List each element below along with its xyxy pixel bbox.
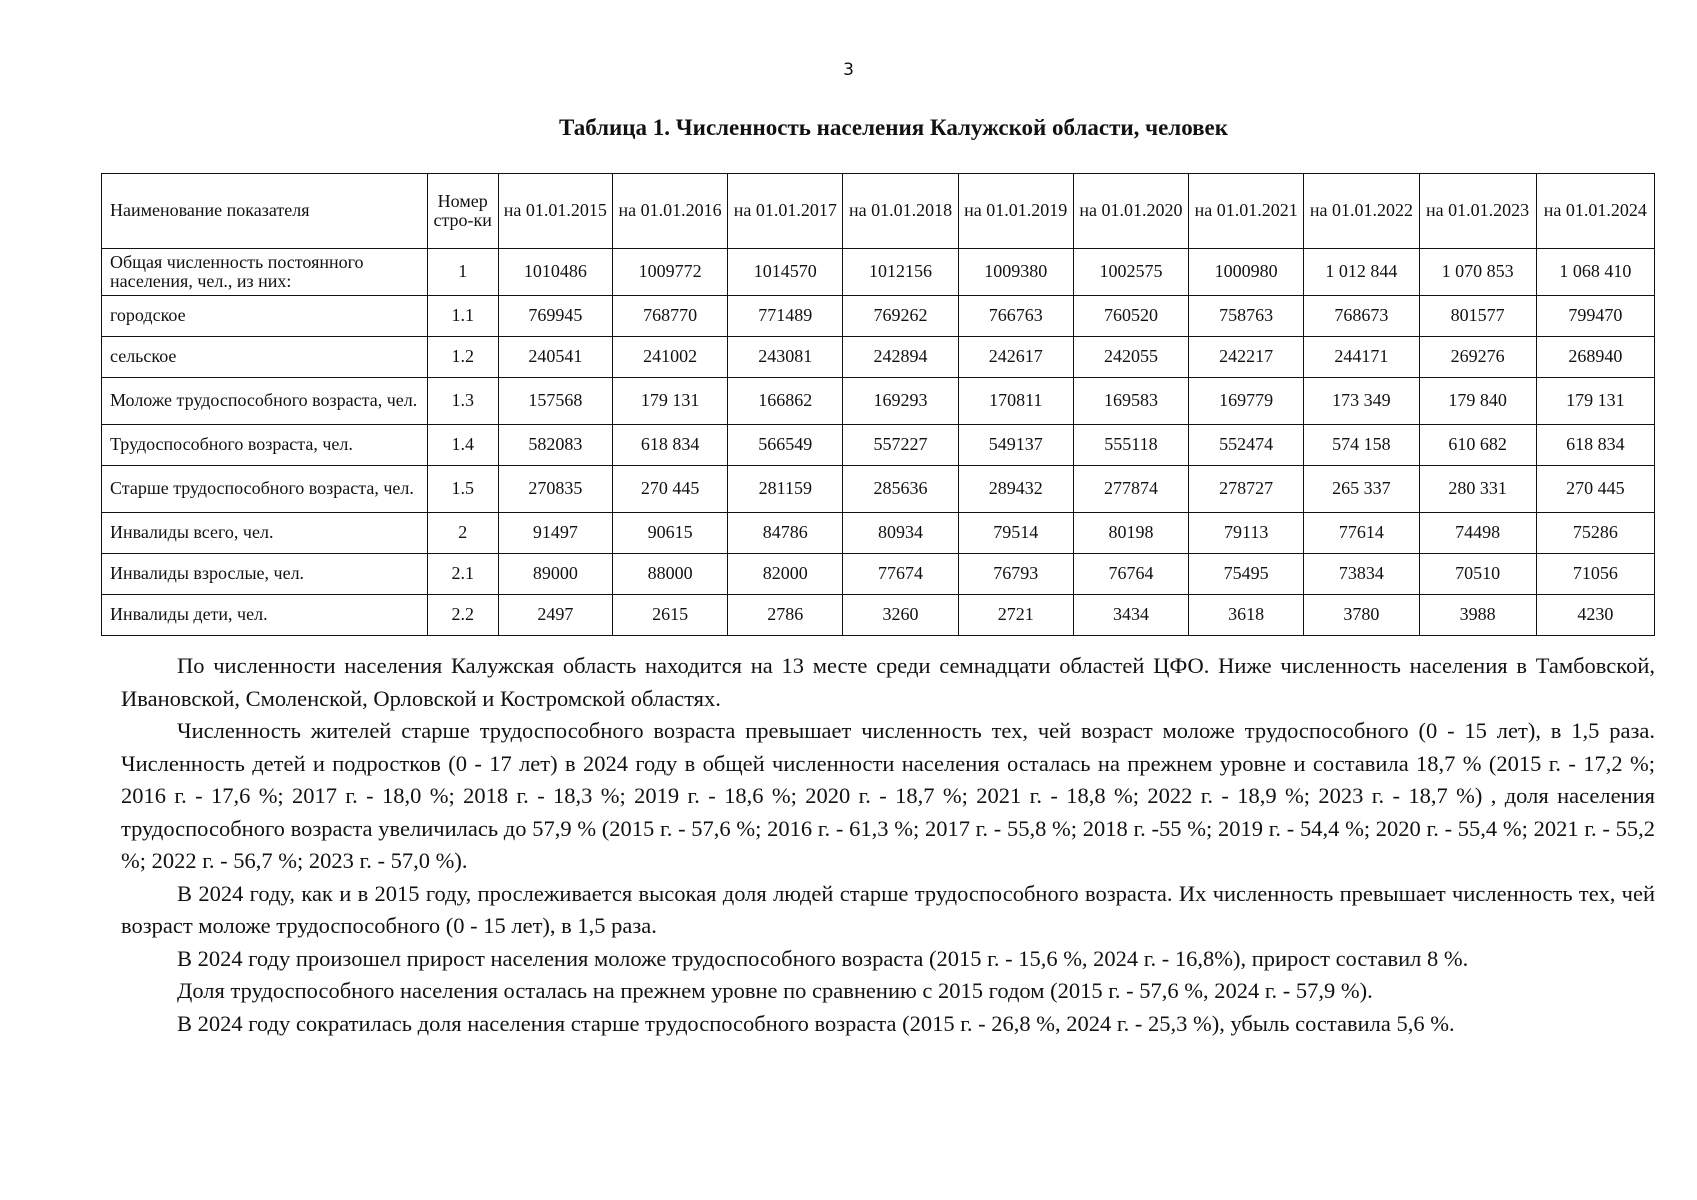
table-cell: 760520 <box>1073 296 1188 337</box>
table-cell: 3434 <box>1073 595 1188 636</box>
header-cell: на 01.01.2016 <box>612 174 727 249</box>
table-cell: 281159 <box>728 466 843 513</box>
row-number: 1 <box>427 249 498 296</box>
table-cell: 75286 <box>1536 513 1654 554</box>
table-cell: 268940 <box>1536 337 1654 378</box>
table-cell: 74498 <box>1419 513 1536 554</box>
table-cell: 170811 <box>958 378 1073 425</box>
table-cell: 618 834 <box>612 425 727 466</box>
row-number: 2 <box>427 513 498 554</box>
table-cell: 70510 <box>1419 554 1536 595</box>
table-cell: 799470 <box>1536 296 1654 337</box>
table-cell: 2786 <box>728 595 843 636</box>
table-cell: 557227 <box>843 425 958 466</box>
header-cell: на 01.01.2018 <box>843 174 958 249</box>
header-cell: на 01.01.2020 <box>1073 174 1188 249</box>
table-cell: 77614 <box>1304 513 1419 554</box>
table-cell: 169583 <box>1073 378 1188 425</box>
table-cell: 278727 <box>1189 466 1304 513</box>
header-cell: на 01.01.2021 <box>1189 174 1304 249</box>
table-cell: 758763 <box>1189 296 1304 337</box>
table-cell: 80198 <box>1073 513 1188 554</box>
header-cell: на 01.01.2023 <box>1419 174 1536 249</box>
header-cell: на 01.01.2024 <box>1536 174 1654 249</box>
table-cell: 610 682 <box>1419 425 1536 466</box>
table-cell: 242055 <box>1073 337 1188 378</box>
table-cell: 89000 <box>498 554 612 595</box>
header-cell: Наименование показателя <box>102 174 428 249</box>
table-cell: 277874 <box>1073 466 1188 513</box>
table-cell: 1 012 844 <box>1304 249 1419 296</box>
table-cell: 169779 <box>1189 378 1304 425</box>
table-cell: 270 445 <box>1536 466 1654 513</box>
table-cell: 766763 <box>958 296 1073 337</box>
table-cell: 270 445 <box>612 466 727 513</box>
table-cell: 582083 <box>498 425 612 466</box>
table-cell: 76764 <box>1073 554 1188 595</box>
table-row <box>102 249 1655 296</box>
paragraph: В 2024 году, как и в 2015 году, прослеживается высокая доля людей старше трудоспособного возраста. Их численность превышает численность тех, чей возраст моложе трудоспособного (0 - 15 лет), в 1,5 раза. <box>121 880 1655 938</box>
table-cell: 88000 <box>612 554 727 595</box>
table-cell: 242894 <box>843 337 958 378</box>
table-cell: 280 331 <box>1419 466 1536 513</box>
table-cell: 242617 <box>958 337 1073 378</box>
table-cell: 1012156 <box>843 249 958 296</box>
table-row <box>102 595 1655 636</box>
header-cell: на 01.01.2022 <box>1304 174 1419 249</box>
table-cell: 3260 <box>843 595 958 636</box>
row-label: городское <box>102 296 428 337</box>
row-label: Общая численность постоянного населения, чел., из них: <box>102 249 428 296</box>
header-cell: на 01.01.2019 <box>958 174 1073 249</box>
table-cell: 769945 <box>498 296 612 337</box>
table-row <box>102 513 1655 554</box>
table-cell: 1 070 853 <box>1419 249 1536 296</box>
table-cell: 1009772 <box>612 249 727 296</box>
table-cell: 240541 <box>498 337 612 378</box>
table-cell: 71056 <box>1536 554 1654 595</box>
table-cell: 768770 <box>612 296 727 337</box>
table-cell: 179 131 <box>1536 378 1654 425</box>
table-cell: 179 131 <box>612 378 727 425</box>
table-cell: 80934 <box>843 513 958 554</box>
table-cell: 768673 <box>1304 296 1419 337</box>
row-number: 1.1 <box>427 296 498 337</box>
table-cell: 79113 <box>1189 513 1304 554</box>
row-label: Инвалиды дети, чел. <box>102 595 428 636</box>
paragraph: По численности населения Калужская область находится на 13 месте среди семнадцати областей ЦФО. Ниже численность населения в Тамбовской, Ивановской, Смоленской, Орловской и Костромской областях. <box>121 653 1655 711</box>
row-number: 1.2 <box>427 337 498 378</box>
table-cell: 241002 <box>612 337 727 378</box>
population-table <box>101 173 1655 636</box>
table-cell: 265 337 <box>1304 466 1419 513</box>
header-cell: на 01.01.2017 <box>728 174 843 249</box>
body-text <box>121 650 1655 1040</box>
table-cell: 173 349 <box>1304 378 1419 425</box>
row-label: Старше трудоспособного возраста, чел. <box>102 466 428 513</box>
table-title: Таблица 1. Численность населения Калужской области, человек <box>558 115 1229 140</box>
row-label: Инвалиды всего, чел. <box>102 513 428 554</box>
table-cell: 2497 <box>498 595 612 636</box>
table-header-row <box>102 174 1655 249</box>
table-cell: 169293 <box>843 378 958 425</box>
table-cell: 1010486 <box>498 249 612 296</box>
paragraph: В 2024 году сократилась доля населения старше трудоспособного возраста (2015 г. - 26,8 %, 2024 г. - 25,3 %), убыль составила 5,6 %. <box>177 1010 1455 1036</box>
table-cell: 1 068 410 <box>1536 249 1654 296</box>
table-cell: 4230 <box>1536 595 1654 636</box>
row-label: сельское <box>102 337 428 378</box>
table-cell: 270835 <box>498 466 612 513</box>
table-row <box>102 466 1655 513</box>
table-cell: 1002575 <box>1073 249 1188 296</box>
table-cell: 2721 <box>958 595 1073 636</box>
page-number: 3 <box>843 60 854 80</box>
row-number: 1.3 <box>427 378 498 425</box>
table-row <box>102 296 1655 337</box>
table-cell: 549137 <box>958 425 1073 466</box>
row-number: 1.5 <box>427 466 498 513</box>
table-row <box>102 554 1655 595</box>
header-cell: на 01.01.2015 <box>498 174 612 249</box>
row-number: 2.1 <box>427 554 498 595</box>
table-cell: 1009380 <box>958 249 1073 296</box>
table-cell: 84786 <box>728 513 843 554</box>
table-cell: 3780 <box>1304 595 1419 636</box>
table-cell: 269276 <box>1419 337 1536 378</box>
table-cell: 618 834 <box>1536 425 1654 466</box>
table-cell: 82000 <box>728 554 843 595</box>
table-cell: 242217 <box>1189 337 1304 378</box>
table-cell: 1000980 <box>1189 249 1304 296</box>
table-row <box>102 378 1655 425</box>
table-cell: 555118 <box>1073 425 1188 466</box>
table-cell: 243081 <box>728 337 843 378</box>
table-cell: 2615 <box>612 595 727 636</box>
table-cell: 91497 <box>498 513 612 554</box>
table-cell: 3988 <box>1419 595 1536 636</box>
row-number: 1.4 <box>427 425 498 466</box>
row-label: Трудоспособного возраста, чел. <box>102 425 428 466</box>
table-cell: 76793 <box>958 554 1073 595</box>
row-number: 2.2 <box>427 595 498 636</box>
table-cell: 157568 <box>498 378 612 425</box>
table-cell: 73834 <box>1304 554 1419 595</box>
table-cell: 1014570 <box>728 249 843 296</box>
table-cell: 566549 <box>728 425 843 466</box>
table-cell: 771489 <box>728 296 843 337</box>
table-cell: 90615 <box>612 513 727 554</box>
paragraph: Доля трудоспособного населения осталась на прежнем уровне по сравнению с 2015 годом (2015 г. - 57,6 %, 2024 г. - 57,9 %). <box>177 978 1373 1003</box>
table-cell: 801577 <box>1419 296 1536 337</box>
table-cell: 552474 <box>1189 425 1304 466</box>
paragraph: Численность жителей старше трудоспособного возраста превышает численность тех, чей возраст моложе трудоспособного (0 - 15 лет), в 1,5 раза. Численность детей и подростков (0 - 17 лет) в 2024 году в общей численности населения осталась на прежнем уровне и составила 18,7 % (2015 г. - 17,2 %; 2016 г. - 17,6 %; 2017 г. - 18,0 %; 2018 г. - 18,3 %; 2019 г. - 18,6 %; 2020 г. - 18,7 %; 2021 г. - 18,8 %; 2022 г. - 18,9 %; 2023 г. - 18,7 %) , доля населения трудоспособного возраста увеличилась до 57,9 % (2015 г. - 57,6 %; 2016 г. - 61,3 %; 2017 г. - 55,8 %; 2018 г. -55 %; 2019 г. - 54,4 %; 2020 г. - 55,4 %; 2021 г. - 55,2 %; 2022 г. - 56,7 %; 2023 г. - 57,0 %). <box>121 718 1655 873</box>
table-cell: 77674 <box>843 554 958 595</box>
table-cell: 166862 <box>728 378 843 425</box>
table-cell: 574 158 <box>1304 425 1419 466</box>
table-cell: 75495 <box>1189 554 1304 595</box>
table-cell: 244171 <box>1304 337 1419 378</box>
header-cell: Номер стро-ки <box>427 174 498 249</box>
table-cell: 289432 <box>958 466 1073 513</box>
table-cell: 79514 <box>958 513 1073 554</box>
row-label: Моложе трудоспособного возраста, чел. <box>102 378 428 425</box>
row-label: Инвалиды взрослые, чел. <box>102 554 428 595</box>
table-cell: 179 840 <box>1419 378 1536 425</box>
table-row <box>102 337 1655 378</box>
table-cell: 285636 <box>843 466 958 513</box>
table-cell: 769262 <box>843 296 958 337</box>
table-cell: 3618 <box>1189 595 1304 636</box>
paragraph: В 2024 году произошел прирост населения моложе трудоспособного возраста (2015 г. - 15,6 %, 2024 г. - 16,8%), прирост составил 8 %. <box>177 945 1469 971</box>
table-row <box>102 425 1655 466</box>
